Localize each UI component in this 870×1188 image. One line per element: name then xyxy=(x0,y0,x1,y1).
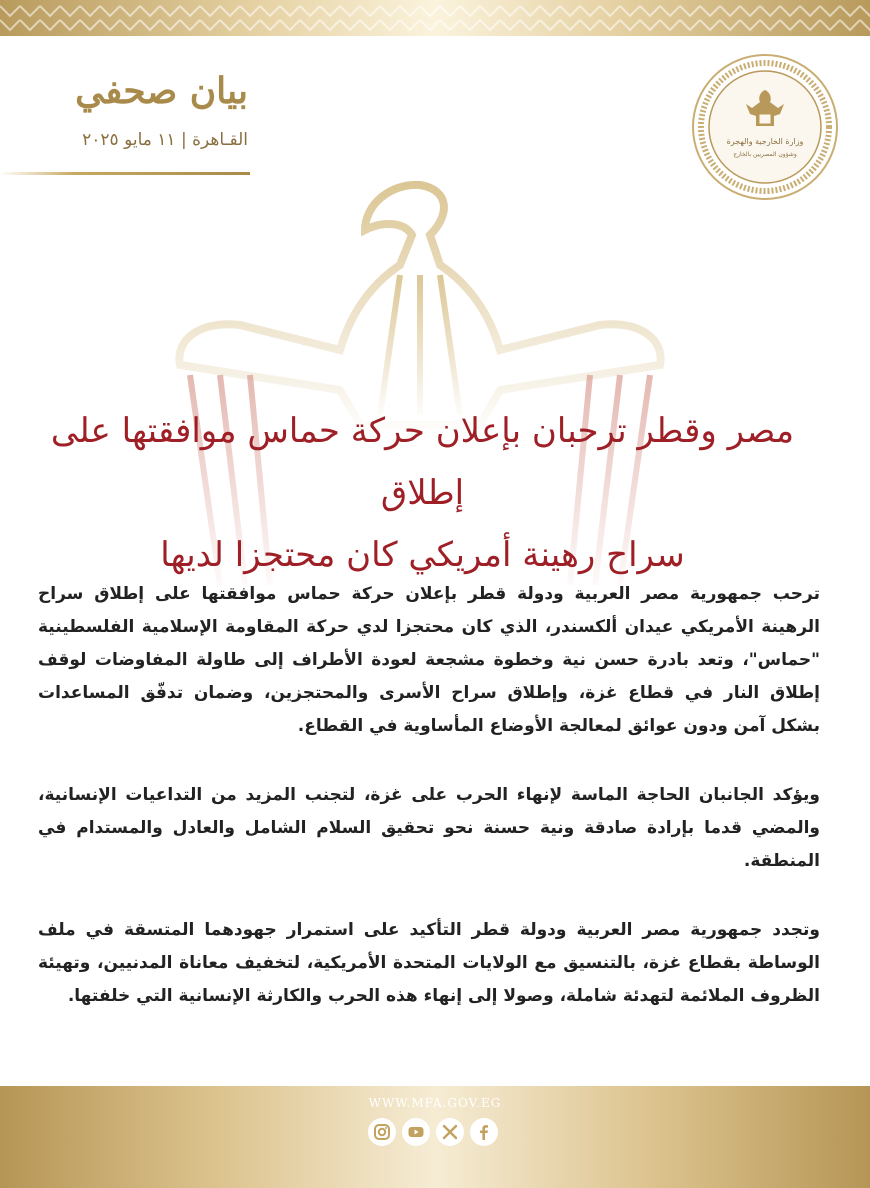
headline-line-1: مصر وقطر ترحبان بإعلان حركة حماس موافقتها على إطلاق xyxy=(50,411,795,513)
border-pattern xyxy=(0,0,870,36)
dateline: القـاهرة | ١١ مايو ٢٠٢٥ xyxy=(82,130,248,150)
top-decorative-border xyxy=(0,0,870,36)
headline-line-2: سراح رهينة أمريكي كان محتجزا لديها xyxy=(160,535,685,575)
youtube-icon[interactable] xyxy=(402,1118,430,1146)
statement-body xyxy=(38,578,820,1049)
press-release-title: بيان صحفي xyxy=(75,70,248,112)
paragraph-2: ويؤكد الجانبان الحاجة الماسة لإنهاء الحرب على غزة، لتجنب المزيد من التداعيات الإنسانية، والمضي قدما بإرادة صادقة ونية حسنة نحو تحقيق السلام الشامل والعادل والمستدام في المنطقة. xyxy=(38,785,820,871)
paragraph-1: ترحب جمهورية مصر العربية ودولة قطر بإعلان حركة حماس موافقتها على إطلاق سراح الرهينة الأمريكي عيدان ألكسندر، الذي كان محتجزا لدي حركة المقاومة الإسلامية الفلسطينية "حماس"، وتعد بادرة حسن نية وخطوة مشجعة لعودة الأطراف إلى طاولة المفاوضات لوقف إطلاق النار في قطاع غزة، وإطلاق سراح الأسرى والمحتجزين، وضمان تدفّق المساعدات بشكل آمن ودون عوائق لمعالجة الأوضاع المأساوية في القطاع. xyxy=(38,584,820,736)
instagram-icon[interactable] xyxy=(368,1118,396,1146)
footer-bar xyxy=(0,1086,870,1188)
seal-text-1: وزارة الخارجية والهجرة xyxy=(726,137,804,146)
headline xyxy=(40,400,805,586)
paragraph-3: وتجدد جمهورية مصر العربية ودولة قطر التأكيد على استمرار جهودهما المتسقة في ملف الوساطة بقطاع غزة، بالتنسيق مع الولايات المتحدة الأمريكية، لتخفيف معاناة المدنيين، وتهيئة الظروف الملائمة لتهدئة شاملة، وصولا إلى إنهاء هذه الحرب والكارثة الإنسانية التي خلفتها. xyxy=(38,920,820,1006)
facebook-icon[interactable] xyxy=(470,1118,498,1146)
website-url[interactable]: WWW.MFA.GOV.EG xyxy=(368,1096,502,1110)
social-icons xyxy=(368,1118,498,1146)
x-icon[interactable] xyxy=(436,1118,464,1146)
seal-text-2: وشؤون المصريين بالخارج xyxy=(733,151,797,158)
ministry-seal-logo xyxy=(690,52,840,202)
